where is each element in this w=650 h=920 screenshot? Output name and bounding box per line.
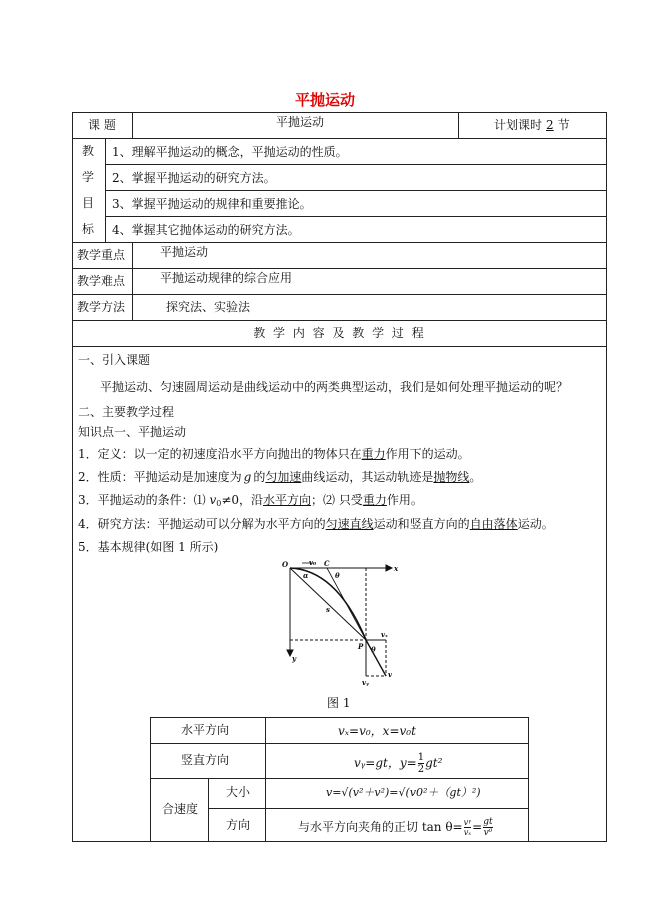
denominator: 2 [417, 764, 425, 775]
objectives-label-char: 教 [82, 144, 95, 158]
subscript: 0 [216, 499, 222, 508]
objectives-label-char: 学 [82, 170, 95, 184]
combined-velocity-label: 合速度 [162, 802, 199, 816]
text: 运动和竖直方向的 [373, 517, 470, 531]
symbol-v: v [209, 493, 217, 507]
displacement-line [290, 568, 366, 640]
fraction [483, 817, 492, 838]
heading-intro: 一、引入课题 [78, 353, 151, 367]
denominator: vₓ [463, 828, 472, 837]
col-divider [132, 242, 133, 320]
fraction [464, 818, 472, 837]
label-P: P [358, 642, 364, 651]
law-row-divider [150, 778, 529, 779]
row-divider [105, 190, 607, 191]
planned-hours [494, 117, 570, 133]
fraction [418, 752, 424, 775]
hours-value: 2 [546, 118, 554, 132]
knowledge-point-title: 知识点一、平抛运动 [78, 425, 187, 439]
hours-prefix: 计划课时 [494, 118, 543, 132]
label-theta2: θ [371, 645, 376, 654]
basic-law-line: 5．基本规律(如图 1 所示) [78, 540, 219, 554]
underlined-term: 重力 [362, 493, 387, 507]
section-header: 教 学 内 容 及 教 学 过 程 [253, 326, 426, 340]
row-divider [72, 242, 607, 243]
projectile-diagram [282, 560, 402, 690]
underlined-term: 重力 [361, 447, 386, 461]
formula-part: vᵧ=gt，y= [354, 756, 417, 770]
col-divider [132, 112, 133, 138]
label-vy: vᵧ [362, 678, 369, 687]
topic-label: 课 题 [88, 118, 116, 132]
intro-paragraph: 平抛运动、匀速圆周运动是曲线运动中的两类典型运动，我们是如何处理平抛运动的呢？ [100, 380, 569, 394]
text: 2．性质：平抛运动是加速度为 [78, 470, 242, 484]
property-line [78, 469, 481, 485]
underlined-term: 抛物线 [433, 470, 470, 484]
text: 1．定义：以一定的初速度沿水平方向抛出的物体只在 [78, 447, 362, 461]
col-divider [105, 138, 106, 242]
vertical-label: 竖直方向 [181, 753, 230, 767]
label-s: s [326, 605, 330, 614]
magnitude-label: 大小 [226, 785, 251, 799]
text: 作用下的运动。 [385, 447, 470, 461]
vertical-formula [354, 752, 442, 775]
objectives-label-char: 目 [82, 196, 95, 210]
formula-part: 与水平方向夹角的正切 tan θ= [298, 820, 463, 834]
underlined-term: 匀速直线 [325, 517, 374, 531]
text: 作用。 [386, 493, 423, 507]
objective-item: 4、掌握其它抛体运动的研究方法。 [112, 223, 300, 237]
text: 3．平抛运动的条件：⑴ [78, 493, 210, 507]
text: 4．研究方法：平抛运动可以分解为水平方向的 [78, 517, 326, 531]
underlined-term: 自由落体 [469, 517, 518, 531]
label-x: x [394, 564, 399, 573]
definition-line [78, 446, 470, 462]
text: 运动。 [517, 517, 554, 531]
text: 曲线运动，其运动轨迹是 [301, 470, 434, 484]
formula-part: = [472, 820, 483, 834]
text: 的 [253, 470, 266, 484]
law-table-border [528, 717, 529, 842]
numerator: 1 [417, 752, 425, 763]
law-table-border [150, 717, 529, 718]
method-line [78, 516, 554, 532]
denominator: v⁰ [483, 828, 493, 838]
label-theta: θ [335, 571, 340, 580]
objective-item: 3、掌握平抛运动的规律和重要推论。 [112, 197, 312, 211]
v-vector [366, 640, 386, 676]
row-divider [72, 138, 607, 139]
focus-value: 平抛运动 [160, 245, 209, 259]
symbol-g: g [243, 470, 252, 484]
label-alpha: α [303, 571, 309, 580]
law-table-border [150, 717, 151, 842]
method-label: 教学方法 [77, 300, 126, 314]
col-divider [458, 112, 459, 138]
objective-item: 2、掌握平抛运动的研究方法。 [112, 171, 276, 185]
numerator: vᵞ [463, 818, 472, 827]
numerator: gt [483, 817, 493, 827]
label-C: C [324, 560, 330, 568]
row-divider [72, 268, 607, 269]
text: 。 [469, 470, 482, 484]
direction-formula [298, 817, 494, 838]
underlined-term: 匀加速 [265, 470, 302, 484]
page-title: 平抛运动 [294, 91, 355, 109]
condition-line [78, 492, 423, 512]
text: ≠0，沿 [221, 493, 264, 507]
tangent-line [327, 568, 366, 640]
objectives-label-char: 标 [82, 222, 95, 236]
direction-label: 方向 [226, 818, 251, 832]
row-divider [105, 216, 607, 217]
x-axis-arrow [386, 565, 392, 571]
figure-caption: 图 1 [327, 696, 351, 710]
row-divider [72, 294, 607, 295]
label-O: O [282, 560, 289, 569]
row-divider [72, 320, 607, 321]
horizontal-formula: vₓ=v₀，x=v₀t [338, 724, 416, 738]
label-vx: vₓ [381, 630, 388, 639]
law-col-divider [265, 717, 266, 842]
law-col-divider [208, 778, 209, 842]
heading-process: 二、主要教学过程 [78, 405, 175, 419]
underlined-term: 水平方向 [263, 493, 312, 507]
label-y: y [292, 654, 297, 663]
text: ；⑵ 只受 [311, 493, 363, 507]
row-divider [72, 346, 607, 347]
law-row-divider [150, 743, 529, 744]
hours-suffix: 节 [557, 118, 570, 132]
label-v0: v₀ [309, 560, 317, 567]
difficulty-value: 平抛运动规律的综合应用 [160, 271, 293, 285]
formula-part: gt² [425, 756, 443, 770]
topic-value: 平抛运动 [276, 115, 325, 129]
objective-item: 1、理解平抛运动的概念，平抛运动的性质。 [112, 145, 348, 159]
law-row-divider [208, 808, 529, 809]
method-value: 探究法、实验法 [166, 300, 251, 314]
horizontal-label: 水平方向 [181, 723, 230, 737]
label-v: v [388, 670, 393, 679]
difficulty-label: 教学难点 [77, 274, 126, 288]
focus-label: 教学重点 [77, 248, 126, 262]
row-divider [105, 164, 607, 165]
magnitude-formula: v=√(v²＋v²)=√(v0²＋（gt）²) [326, 786, 481, 799]
